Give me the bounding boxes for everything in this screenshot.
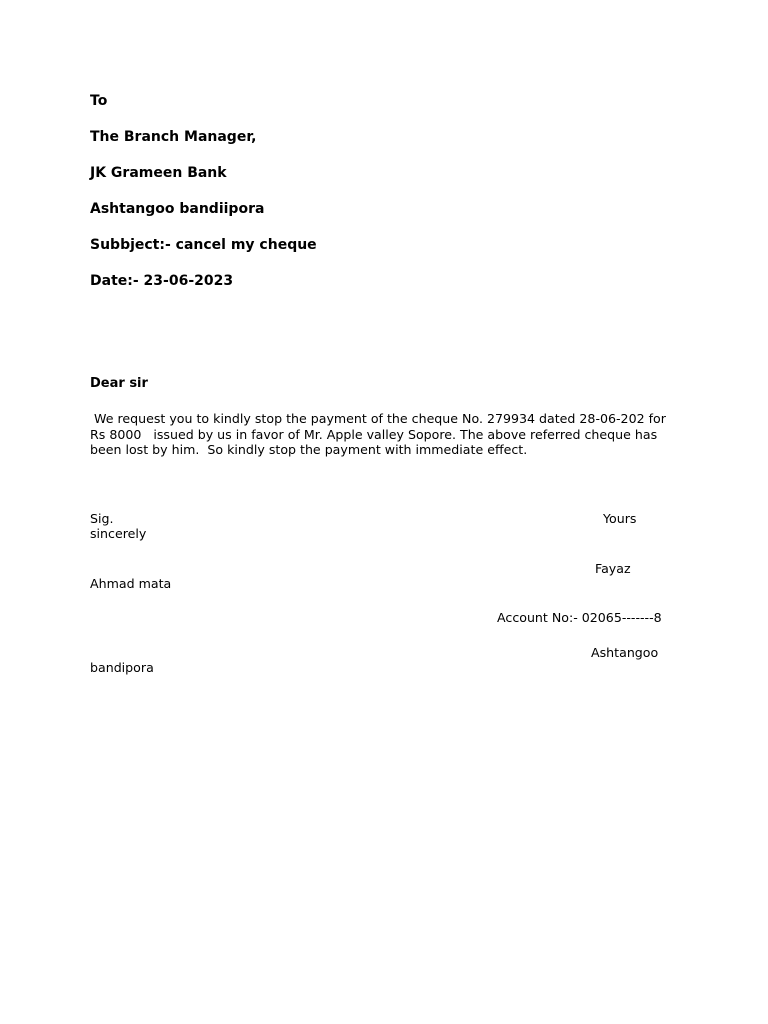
subject-line: Subbject:- cancel my cheque bbox=[90, 237, 317, 253]
bank-name: JK Grameen Bank bbox=[90, 165, 227, 181]
sender-place-rest: bandipora bbox=[90, 660, 154, 675]
signature-label: Sig. bbox=[90, 511, 114, 526]
closing-yours: Yours bbox=[603, 511, 637, 526]
letter-body: We request you to kindly stop the payment of the cheque No. 279934 dated 28-06-202 for Rs 8000 issued by us in favor of Mr. Apple valley Sopore. The above referred cheque has been lost by him. So kindly stop the payment with immediate effect. bbox=[90, 411, 670, 457]
sender-place-first: Ashtangoo bbox=[591, 645, 659, 660]
sender-name-first: Fayaz bbox=[595, 561, 631, 576]
greeting: Dear sir bbox=[90, 376, 148, 391]
to-line: To bbox=[90, 93, 108, 109]
closing-sincerely: sincerely bbox=[90, 526, 147, 541]
account-number: Account No:- 02065-------8 bbox=[497, 610, 662, 625]
date-line: Date:- 23-06-2023 bbox=[90, 273, 234, 289]
branch-name: Ashtangoo bandiipora bbox=[90, 201, 265, 217]
sender-name-rest: Ahmad mata bbox=[90, 576, 172, 591]
recipient-line: The Branch Manager, bbox=[90, 129, 257, 145]
